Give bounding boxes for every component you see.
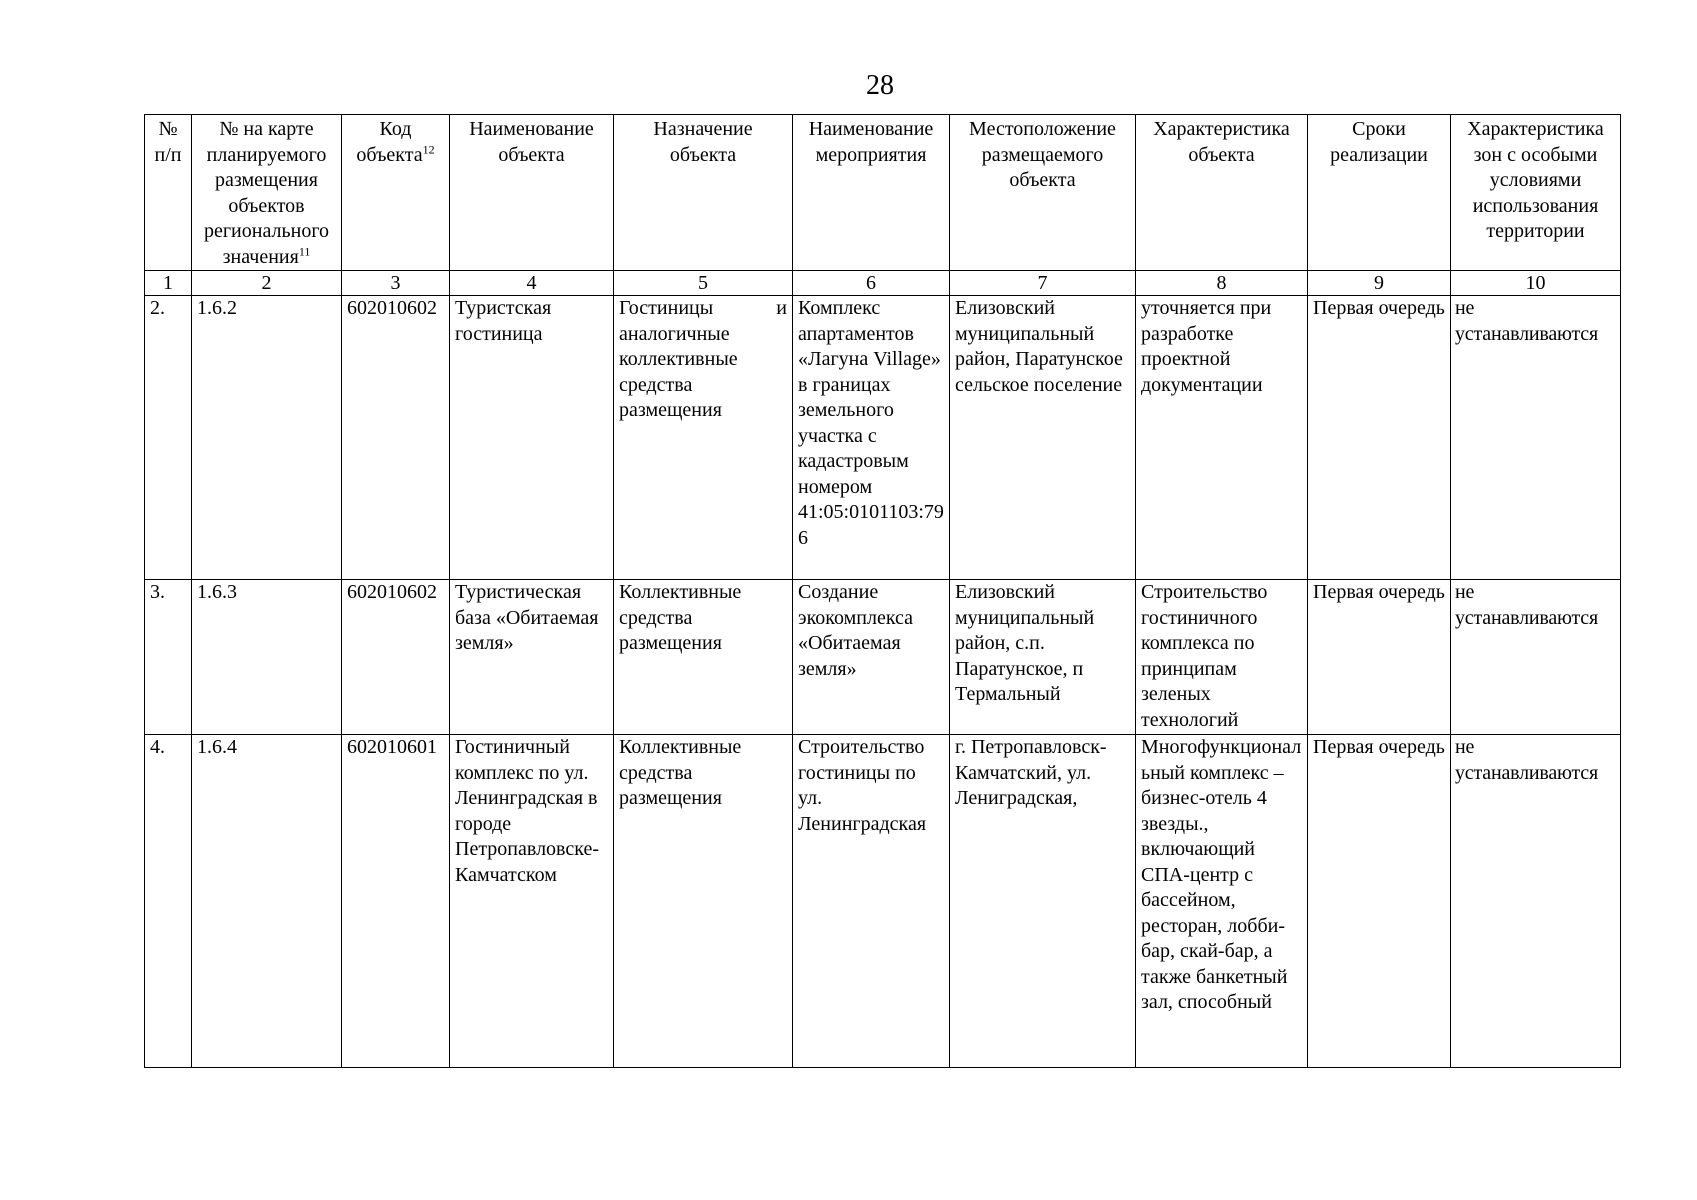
column-number: 5: [614, 271, 793, 296]
column-number: 2: [192, 271, 342, 296]
table-header-row: [145, 115, 1621, 271]
object-purpose: Коллективные средства размещения: [614, 735, 793, 1068]
column-number: 8: [1136, 271, 1308, 296]
object-characteristic: уточняется при разработке проектной документации: [1136, 296, 1308, 580]
column-number: 7: [950, 271, 1136, 296]
header-cell: Местоположение размещаемого объекта: [950, 115, 1136, 271]
header-cell: Сроки реализации: [1308, 115, 1451, 271]
row-number: 2.: [145, 296, 192, 580]
object-location: Елизовский муниципальный район, Паратунское сельское поселение: [950, 296, 1136, 580]
zone-characteristic: не устанавливаются: [1451, 735, 1621, 1068]
header-cell: Наименование мероприятия: [793, 115, 950, 271]
footnote-mark: 12: [422, 141, 435, 156]
header-cell: № на карте планируемого размещения объектов регионального значения$^{11}$: [192, 115, 342, 271]
zone-characteristic: не устанавливаются: [1451, 296, 1621, 580]
row-number: 3.: [145, 580, 192, 735]
object-characteristic: Строительство гостиничного комплекса по принципам зеленых технологий: [1136, 580, 1308, 735]
table-row: [145, 296, 1621, 580]
implementation-period: Первая очередь: [1308, 580, 1451, 735]
header-cell: Характеристика зон с особыми условиями использования территории: [1451, 115, 1621, 271]
column-number: 1: [145, 271, 192, 296]
object-location: Елизовский муниципальный район, с.п. Паратунское, п Термальный: [950, 580, 1136, 735]
object-name: Туристическая база «Обитаемая земля»: [450, 580, 614, 735]
column-number: 10: [1451, 271, 1621, 296]
page-number: 28: [866, 70, 894, 101]
activity-name: Создание экокомплекса «Обитаемая земля»: [793, 580, 950, 735]
column-number-row: [145, 271, 1621, 296]
object-code: 602010602: [342, 580, 450, 735]
table-row: [145, 735, 1621, 1068]
header-cell: № п/п: [145, 115, 192, 271]
object-code: 602010601: [342, 735, 450, 1068]
header-cell: Код объекта$^{12}$: [342, 115, 450, 271]
row-number: 4.: [145, 735, 192, 1068]
column-number: 9: [1308, 271, 1451, 296]
object-name: Гостиничный комплекс по ул. Ленинградская в городе Петропавловске-Камчатском: [450, 735, 614, 1068]
object-code: 602010602: [342, 296, 450, 580]
activity-name: Комплекс апартаментов «Лагуна Village» в границах земельного участка с кадастровым номером 41:05:0101103:796: [793, 296, 950, 580]
header-cell: Назначение объекта: [614, 115, 793, 271]
map-number: 1.6.2: [192, 296, 342, 580]
implementation-period: Первая очередь: [1308, 735, 1451, 1068]
object-purpose: Гостиницы и аналогичные коллективные средства размещения: [614, 296, 793, 580]
object-characteristic: Многофункциональный комплекс – бизнес-отель 4 звезды., включающий СПА-центр с бассейном, ресторан, лобби-бар, скай-бар, а также банкетный зал, способный: [1136, 735, 1308, 1068]
zone-characteristic: не устанавливаются: [1451, 580, 1621, 735]
map-number: 1.6.3: [192, 580, 342, 735]
column-number: 3: [342, 271, 450, 296]
objects-table: [144, 114, 1621, 1068]
object-location: г. Петропавловск-Камчатский, ул. Лениградская,: [950, 735, 1136, 1068]
column-number: 6: [793, 271, 950, 296]
table-row: [145, 580, 1621, 735]
column-number: 4: [450, 271, 614, 296]
map-number: 1.6.4: [192, 735, 342, 1068]
object-name: Туристская гостиница: [450, 296, 614, 580]
header-cell: Наименование объекта: [450, 115, 614, 271]
activity-name: Строительство гостиницы по ул. Ленинградская: [793, 735, 950, 1068]
implementation-period: Первая очередь: [1308, 296, 1451, 580]
footnote-mark: 11: [298, 243, 311, 258]
object-purpose: Коллективные средства размещения: [614, 580, 793, 735]
header-cell: Характеристика объекта: [1136, 115, 1308, 271]
